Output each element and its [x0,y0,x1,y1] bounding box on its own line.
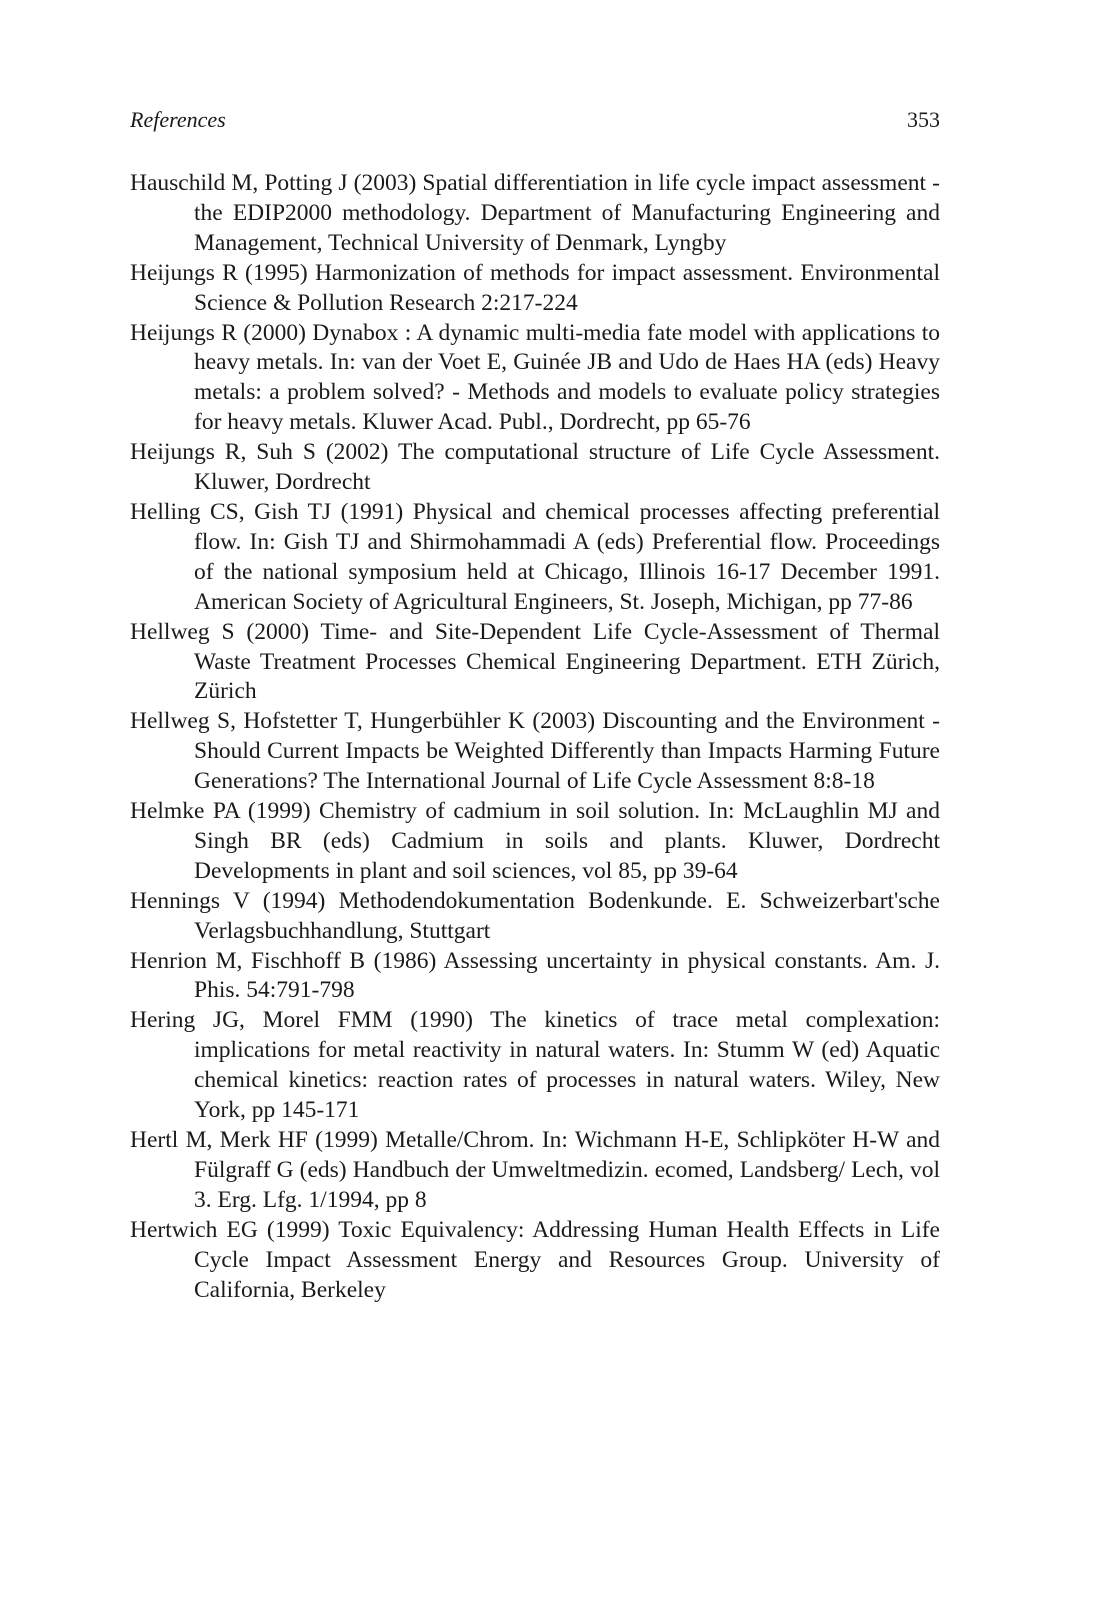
reference-entry: Hering JG, Morel FMM (1990) The kinetics of trace metal complexation: implications for metal reactivity in natural waters. In: Stumm W (ed) Aquatic chemical kinetics: reaction rates of processes in natural waters. Wiley, New York, pp 145-171 [130,1007,940,1124]
running-header [130,105,940,135]
page-number: 353 [907,107,940,132]
reference-entry: Hertwich EG (1999) Toxic Equivalency: Addressing Human Health Effects in Life Cycle Impact Assessment Energy and Resources Group. University of California, Berkeley [130,1216,940,1303]
running-title: References [130,107,226,132]
reference-entry: Hennings V (1994) Methodendokumentation Bodenkunde. E. Schweizerbart'sche Verlagsbuchhandlung, Stuttgart [130,887,940,944]
reference-list [130,169,940,1305]
reference-entry: Heijungs R (1995) Harmonization of methods for impact assessment. Environmental Science & Pollution Research 2:217-224 [130,259,940,316]
reference-entry: Hellweg S, Hofstetter T, Hungerbühler K (2003) Discounting and the Environment - Should Current Impacts be Weighted Differently than Impacts Harming Future Generations? The International Journal of Life Cycle Assessment 8:8-18 [130,708,940,795]
reference-entry: Hauschild M, Potting J (2003) Spatial differentiation in life cycle impact assessment - the EDIP2000 methodology. Department of Manufacturing Engineering and Management, Technical University of Denmark, Lyngby [130,170,940,256]
reference-entry: Helmke PA (1999) Chemistry of cadmium in soil solution. In: McLaughlin MJ and Singh BR (eds) Cadmium in soils and plants. Kluwer, Dordrecht Developments in plant and soil sciences, vol 85, pp 39-64 [130,798,940,884]
reference-entry: Helling CS, Gish TJ (1991) Physical and chemical processes affecting preferential flow. In: Gish TJ and Shirmohammadi A (eds) Preferential flow. Proceedings of the national symposium held at Chicago, Illinois 16-17 December 1991. American Society of Agricultural Engineers, St. Joseph, Michigan, pp 77-86 [130,498,940,615]
reference-entry: Henrion M, Fischhoff B (1986) Assessing uncertainty in physical constants. Am. J. Phis. 54:791-798 [130,947,940,1004]
reference-entry: Hellweg S (2000) Time- and Site-Dependent Life Cycle-Assessment of Thermal Waste Treatment Processes Chemical Engineering Department. ETH Zürich, Zürich [130,618,940,705]
reference-entry: Hertl M, Merk HF (1999) Metalle/Chrom. In: Wichmann H-E, Schlipköter H-W and Fülgraff G (eds) Handbuch der Umweltmedizin. ecomed, Landsberg/ Lech, vol 3. Erg. Lfg. 1/1994, pp 8 [130,1127,940,1213]
reference-entry: Heijungs R, Suh S (2002) The computational structure of Life Cycle Assessment. Kluwer, Dordrecht [130,439,940,496]
reference-entry: Heijungs R (2000) Dynabox : A dynamic multi-media fate model with applications to heavy metals. In: van der Voet E, Guinée JB and Udo de Haes HA (eds) Heavy metals: a problem solved? - Methods and models to evaluate policy strategies for heavy metals. Kluwer Acad. Publ., Dordrecht, pp 65-76 [130,319,940,436]
